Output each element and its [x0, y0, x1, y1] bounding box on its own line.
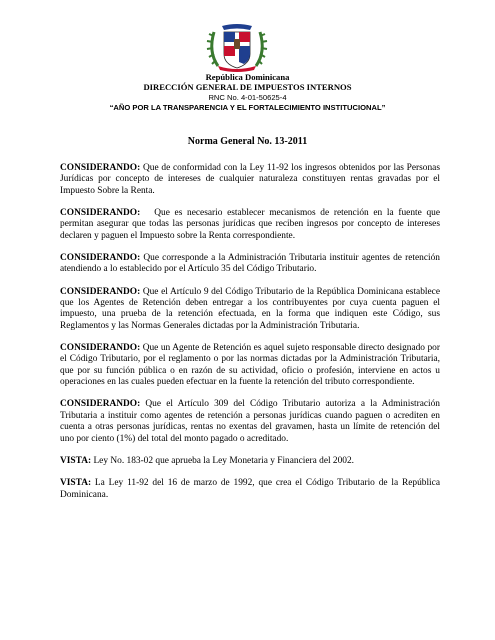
paragraph-2	[60, 208, 443, 242]
paragraph-label: CONSIDERANDO:	[60, 253, 141, 264]
country-name: República Dominicana	[205, 72, 290, 82]
year-motto: “AÑO POR LA TRANSPARENCIA Y EL FORTALECIMIENTO INSTITUCIONAL”	[109, 103, 386, 112]
paragraph-label: VISTA:	[60, 455, 92, 466]
dominican-coat-of-arms-icon	[204, 22, 270, 72]
paragraph-text: Que corresponde a la Administración Tributaria instituir agentes de retención atendiendo a lo establecido por el Artículo 35 del Código Tributario.	[60, 253, 440, 275]
paragraph-text: Que el Artículo 9 del Código Tributario de la República Dominicana establece que los Agentes de Retención deben entregar a los contribuyentes por cuya cuenta paguen el impuesto, una prueba de la retención efectuada, en la forma que indiquen este Código, sus Reglamentos y las Normas Generales dictadas por la Administración Tributaria.	[60, 286, 440, 331]
paragraph-label: CONSIDERANDO:	[60, 286, 141, 297]
paragraph-label: CONSIDERANDO:	[60, 399, 141, 410]
paragraph-3	[60, 253, 440, 276]
paragraph-label: CONSIDERANDO:	[60, 208, 141, 219]
paragraph-label: CONSIDERANDO:	[60, 163, 141, 173]
agency-name: DIRECCIÓN GENERAL DE IMPUESTOS INTERNOS	[143, 82, 352, 92]
paragraph-text: Que el Artículo 309 del Código Tributario autoriza a la Administración Tributaria a instituir como agentes de retención a personas jurídicas cuando paguen o acrediten en cuenta a otras personas jurídicas, rentas no exentas del gravamen, hasta un límite de retención del uno por ciento (1%) del total del monto pagado o acreditado.	[60, 399, 440, 444]
paragraph-label: VISTA:	[60, 478, 92, 489]
paragraph-5	[60, 343, 440, 389]
paragraph-1	[60, 163, 440, 197]
document-body	[60, 163, 443, 512]
paragraph-label: CONSIDERANDO:	[60, 343, 141, 354]
paragraph-text: Que es necesario establecer mecanismos de retención en la fuente que permitan asegurar que todas las personas jurídicas que reciben ingresos por concepto de intereses declaren y paguen el Impuesto sobre la Renta correspondiente.	[60, 208, 443, 241]
paragraph-text: La Ley 11-92 del 16 de marzo de 1992, que crea el Código Tributario de la República Dominicana.	[60, 478, 440, 500]
paragraph-text: Que un Agente de Retención es aquel sujeto responsable directo designado por el Código Tributario, por el reglamento o por las normas dictadas por la Administración Tributaria, que por su función pública o en razón de su actividad, oficio o profesión, interviene en actos u operaciones en las cuales pueden efectuar en la fuente la retención del tributo correspondiente.	[60, 343, 440, 388]
paragraph-4	[60, 287, 440, 333]
paragraph-text: Que de conformidad con la Ley 11-92 los ingresos obtenidos por las Personas Jurídicas por concepto de intereses de cualquier naturaleza constituyen rentas gravadas por el Impuesto Sobre la Renta.	[60, 163, 440, 196]
norm-title: Norma General No. 13-2011	[187, 136, 308, 147]
rnc-number: RNC No. 4-01-50625-4	[208, 93, 287, 102]
paragraph-7	[60, 456, 440, 467]
paragraph-text: Ley No. 183-02 que aprueba la Ley Monetaria y Financiera del 2002.	[91, 455, 355, 466]
paragraph-8	[60, 478, 440, 501]
paragraph-6	[60, 399, 440, 445]
